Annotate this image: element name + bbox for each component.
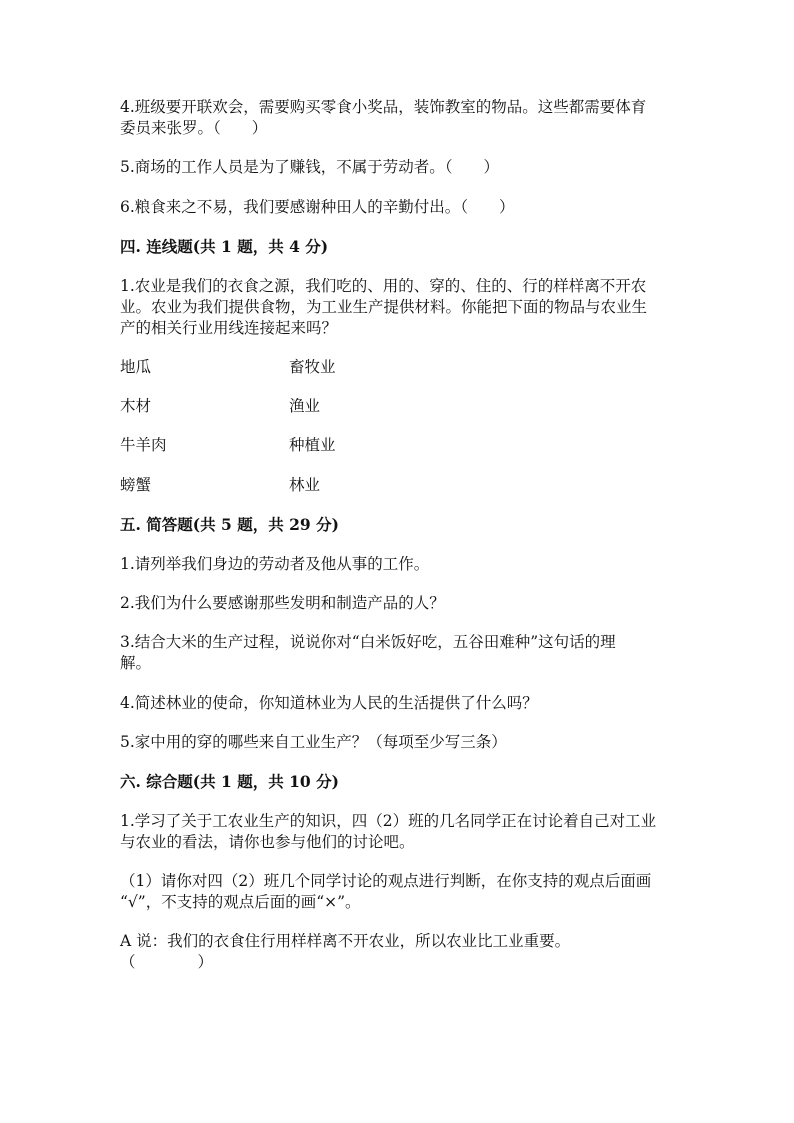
judge-q4-line1: 4.班级要开联欢会，需要购买零食小奖品，装饰教室的物品。这些都需要体育 [120,98,647,116]
judge-q6: 6.粮食来之不易，我们要感谢种田人的辛勤付出。（ ） [120,198,515,216]
match-left-item: 木材 [120,397,152,415]
match-right-item: 渔业 [289,397,321,415]
short-q3-line2: 解。 [120,654,152,672]
short-q4: 4.简述林业的使命，你知道林业为人民的生活提供了什么吗？ [120,694,538,712]
judge-q5: 5.商场的工作人员是为了赚钱，不属于劳动者。（ ） [120,158,500,176]
section5-title: 五. 简答题(共 5 题，共 29 分) [120,515,339,534]
comprehensive-sub1-line1: （1）请你对四（2）班几个同学讨论的观点进行判断，在你支持的观点后面画 [120,872,652,890]
comprehensive-sub1-line2: “√”，不支持的观点后面的画“×”。 [120,893,361,911]
match-right-item: 种植业 [289,436,336,454]
match-right-item: 畜牧业 [289,358,336,376]
comprehensive-q1-line1: 1.学习了关于工农业生产的知识，四（2）班的几名同学正在讨论着自己对工业 [120,812,657,830]
matching-q1-line1: 1.农业是我们的衣食之源，我们吃的、用的、穿的、住的、行的样样离不开农 [120,277,647,295]
short-q3-line1: 3.结合大米的生产过程，说说你对“白米饭好吃，五谷田难种”这句话的理 [120,633,616,651]
match-left-item: 螃蟹 [120,476,152,494]
short-q1: 1.请列举我们身边的劳动者及他从事的工作。 [120,555,430,573]
match-right-item: 林业 [289,476,321,494]
match-left-item: 地瓜 [120,358,152,376]
comprehensive-q1-line2: 与农业的看法，请你也参与他们的讨论吧。 [120,833,415,851]
matching-q1-line2: 业。农业为我们提供食物，为工业生产提供材料。你能把下面的物品与农业生 [120,298,648,316]
comprehensive-a-line1: A 说：我们的衣食住行用样样离不开农业，所以农业比工业重要。 [120,932,571,950]
match-left-item: 牛羊肉 [120,436,167,454]
comprehensive-a-answer-blank: （ ） [120,953,214,971]
section6-title: 六. 综合题(共 1 题，共 10 分) [120,772,339,791]
short-q5: 5.家中用的穿的哪些来自工业生产？（每项至少写三条） [120,733,507,751]
matching-q1-line3: 产的相关行业用线连接起来吗？ [120,319,338,337]
judge-q4-line2: 委员来张罗。（ ） [120,119,268,137]
short-q2: 2.我们为什么要感谢那些发明和制造产品的人？ [120,594,445,612]
section4-title: 四. 连线题(共 1 题，共 4 分) [120,237,329,256]
